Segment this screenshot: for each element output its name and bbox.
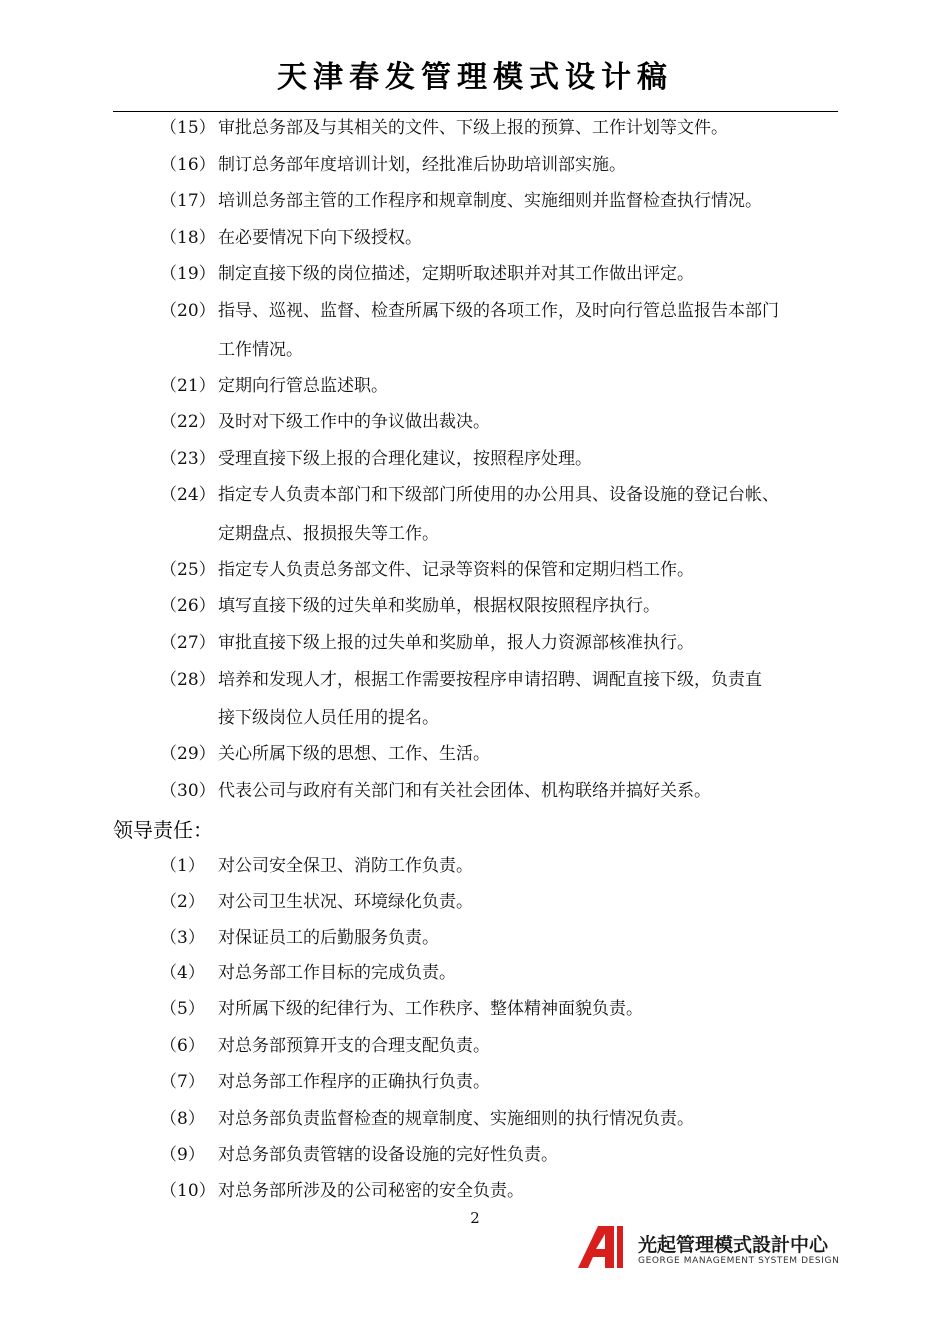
item-number: （29） bbox=[160, 744, 216, 764]
item-number: （26） bbox=[160, 596, 216, 616]
item-number: （7） bbox=[160, 1072, 205, 1092]
item-text: 对所属下级的纪律行为、工作秩序、整体精神面貌负责。 bbox=[218, 999, 643, 1019]
item-text: 对总务部工作目标的完成负责。 bbox=[218, 963, 456, 983]
item-number: （24） bbox=[160, 485, 216, 505]
item-number: （15） bbox=[160, 118, 216, 138]
item-text: 关心所属下级的思想、工作、生活。 bbox=[218, 744, 490, 764]
item-number: （17） bbox=[160, 191, 216, 211]
item-number: （8） bbox=[160, 1109, 205, 1129]
item-number: （5） bbox=[160, 999, 205, 1019]
page-number: 2 bbox=[470, 1209, 480, 1227]
item-number: （30） bbox=[160, 781, 216, 801]
item-number: （27） bbox=[160, 633, 216, 653]
item-number: （3） bbox=[160, 928, 205, 948]
section-heading: 领导责任： bbox=[113, 818, 213, 842]
item-text: 对总务部预算开支的合理支配负责。 bbox=[218, 1036, 490, 1056]
item-number: （25） bbox=[160, 560, 216, 580]
item-text: 指定专人负责总务部文件、记录等资料的保管和定期归档工作。 bbox=[218, 560, 694, 580]
item-text: 定期向行管总监述职。 bbox=[218, 376, 388, 396]
item-number: （18） bbox=[160, 228, 216, 248]
item-text: 受理直接下级上报的合理化建议，按照程序处理。 bbox=[218, 449, 592, 469]
item-text: 对总务部工作程序的正确执行负责。 bbox=[218, 1072, 490, 1092]
item-text: 制订总务部年度培训计划，经批准后协助培训部实施。 bbox=[218, 155, 626, 175]
item-text: 代表公司与政府有关部门和有关社会团体、机构联络并搞好关系。 bbox=[218, 781, 711, 801]
item-text: 制定直接下级的岗位描述，定期听取述职并对其工作做出评定。 bbox=[218, 264, 694, 284]
item-text: 对保证员工的后勤服务负责。 bbox=[218, 928, 439, 948]
item-text: 指导、巡视、监督、检查所属下级的各项工作，及时向行管总监报告本部门 bbox=[218, 301, 779, 321]
item-text: 在必要情况下向下级授权。 bbox=[218, 228, 422, 248]
item-text-continuation: 接下级岗位人员任用的提名。 bbox=[218, 708, 439, 728]
item-number: （1） bbox=[160, 856, 205, 876]
item-number: （19） bbox=[160, 264, 216, 284]
item-number: （9） bbox=[160, 1145, 205, 1165]
item-number: （16） bbox=[160, 155, 216, 175]
item-text-continuation: 工作情况。 bbox=[218, 340, 303, 360]
item-text: 审批总务部及与其相关的文件、下级上报的预算、工作计划等文件。 bbox=[218, 118, 728, 138]
item-number: （4） bbox=[160, 963, 205, 983]
logo-mark-bar bbox=[617, 1226, 623, 1268]
item-text: 对总务部负责管辖的设备设施的完好性负责。 bbox=[218, 1145, 558, 1165]
logo-name: 光起管理模式設計中心 bbox=[638, 1234, 829, 1256]
logo-a-mark-icon bbox=[574, 1226, 634, 1268]
item-number: （21） bbox=[160, 376, 216, 396]
item-text: 对总务部所涉及的公司秘密的安全负责。 bbox=[218, 1181, 524, 1201]
item-text-continuation: 定期盘点、报损报失等工作。 bbox=[218, 524, 439, 544]
item-text: 及时对下级工作中的争议做出裁决。 bbox=[218, 412, 490, 432]
item-text: 指定专人负责本部门和下级部门所使用的办公用具、设备设施的登记台帐、 bbox=[218, 485, 779, 505]
company-logo bbox=[574, 1226, 844, 1272]
header-divider bbox=[113, 111, 838, 112]
item-number: （6） bbox=[160, 1036, 205, 1056]
item-number: （22） bbox=[160, 412, 216, 432]
item-text: 对总务部负责监督检查的规章制度、实施细则的执行情况负责。 bbox=[218, 1109, 694, 1129]
item-text: 培训总务部主管的工作程序和规章制度、实施细则并监督检查执行情况。 bbox=[218, 191, 762, 211]
logo-subtitle: GEORGE MANAGEMENT SYSTEM DESIGN bbox=[638, 1256, 840, 1266]
item-number: （20） bbox=[160, 301, 216, 321]
item-text: 对公司安全保卫、消防工作负责。 bbox=[218, 856, 473, 876]
item-text: 填写直接下级的过失单和奖励单，根据权限按照程序执行。 bbox=[218, 596, 660, 616]
page-header-title: 天津春发管理模式设计稿 bbox=[277, 60, 673, 95]
item-number: （23） bbox=[160, 449, 216, 469]
item-number: （28） bbox=[160, 670, 216, 690]
item-text: 对公司卫生状况、环境绿化负责。 bbox=[218, 892, 473, 912]
item-text: 培养和发现人才，根据工作需要按程序申请招聘、调配直接下级，负责直 bbox=[218, 670, 762, 690]
item-text: 审批直接下级上报的过失单和奖励单，报人力资源部核准执行。 bbox=[218, 633, 694, 653]
logo-mark-shape bbox=[578, 1226, 614, 1268]
item-number: （10） bbox=[160, 1181, 216, 1201]
item-number: （2） bbox=[160, 892, 205, 912]
